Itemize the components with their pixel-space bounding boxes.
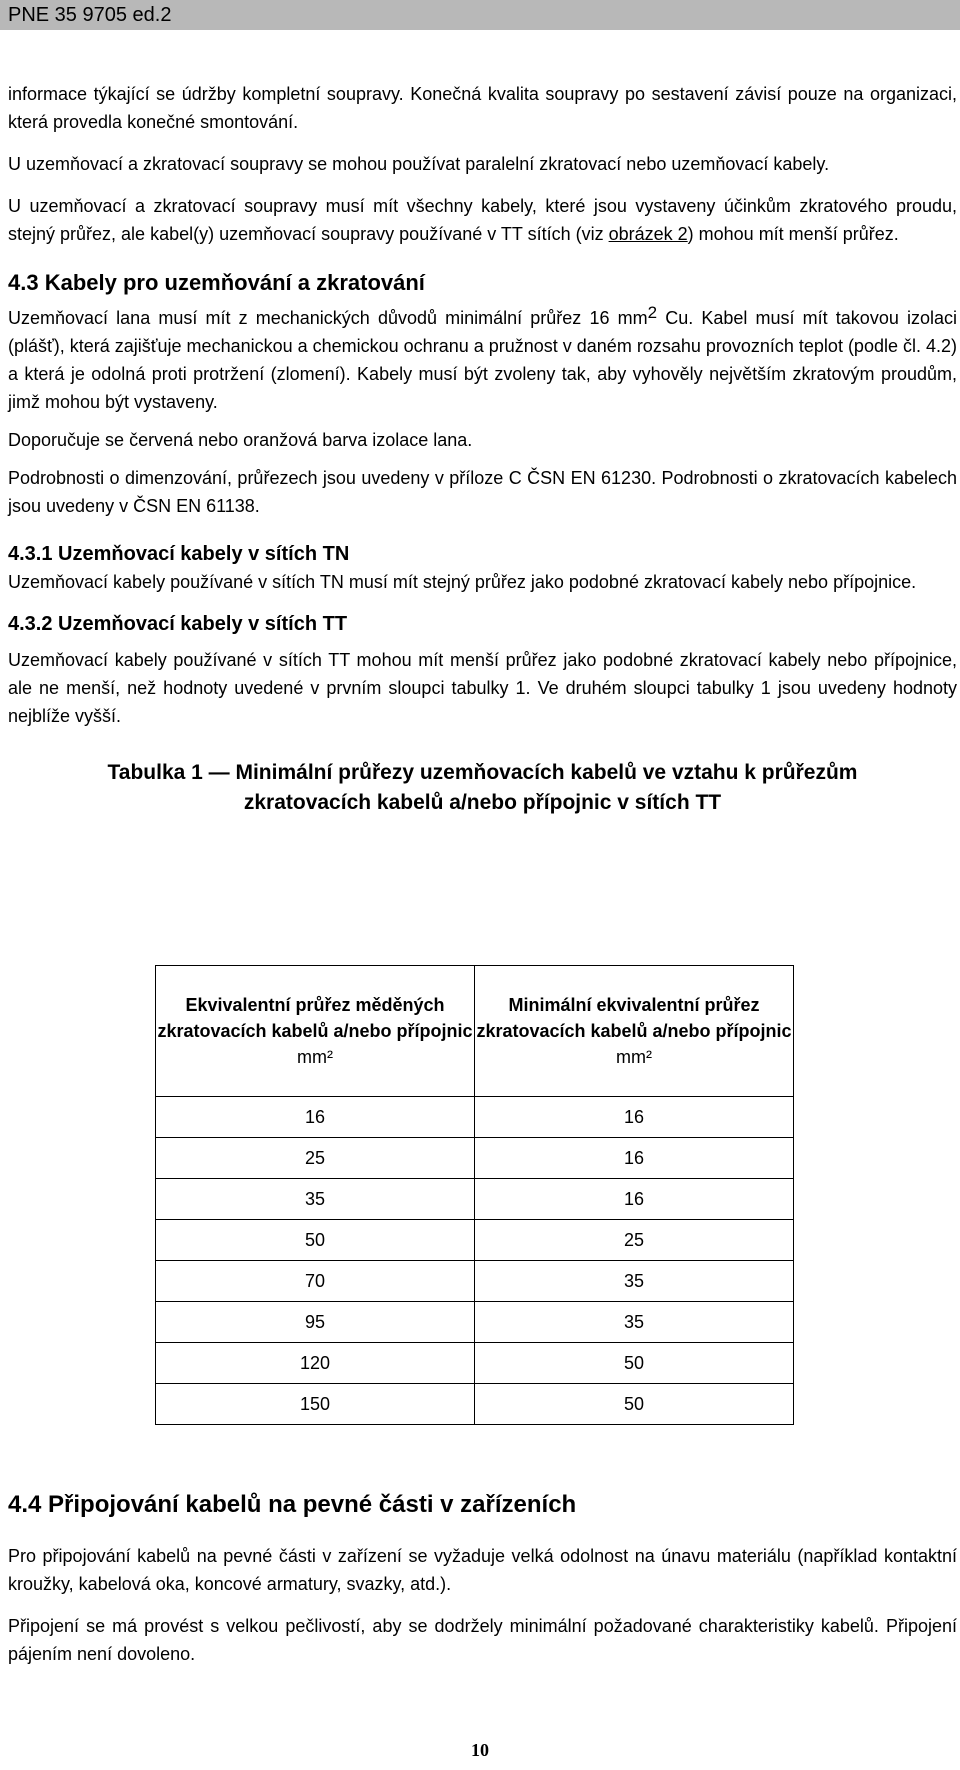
- paragraph: Připojení se má provést s velkou pečlivostí, aby se dodržely minimální požadované charakteristiky kabelů. Připojení pájením není dovoleno.: [8, 1616, 957, 1664]
- table-cell: 150: [156, 1384, 475, 1425]
- table-cell: 70: [156, 1261, 475, 1302]
- table-cell: 95: [156, 1302, 475, 1343]
- table-cell: 16: [475, 1138, 794, 1179]
- paragraph: Uzemňovací kabely používané v sítích TN musí mít stejný průřez jako podobné zkratovací kabely nebo přípojnice.: [8, 572, 917, 592]
- paragraph: Pro připojování kabelů na pevné části v zařízení se vyžaduje velká odolnost na únavu materiálu (například kontaktní kroužky, kabelová oka, koncové armatury, svazky, atd.).: [8, 1546, 957, 1594]
- table-header-row: [156, 966, 794, 1097]
- paragraph-text: U uzemňovací a zkratovací soupravy musí mít všechny kabely, které jsou vystaveny účinkům zkratového proudu, stejný průřez, ale kabel(y) uzemňovací soupravy používané v TT sítích (viz: [8, 196, 957, 244]
- paragraph: informace týkající se údržby kompletní soupravy. Konečná kvalita soupravy po sestavení závisí pouze na organizaci, která provedla konečné smontování.: [8, 84, 957, 132]
- paragraph-text: Uzemňovací lana musí mít z mechanických důvodů minimální průřez 16 mm: [8, 308, 648, 328]
- table-row: [156, 1179, 794, 1220]
- paragraph: [8, 304, 957, 416]
- paragraph: Doporučuje se červená nebo oranžová barva izolace lana.: [8, 430, 473, 450]
- table-header-col2: [475, 966, 794, 1097]
- superscript: 2: [647, 303, 658, 322]
- section-heading-4-3: 4.3 Kabely pro uzemňování a zkratování: [8, 270, 425, 295]
- header-bar: [0, 0, 960, 30]
- section-4-4: [8, 1490, 957, 1668]
- table-cell: 16: [475, 1097, 794, 1138]
- table-caption: [8, 758, 957, 818]
- figure-reference-link[interactable]: obrázek 2: [608, 224, 688, 244]
- table-header-col1: [156, 966, 475, 1097]
- section-heading-4-3-1: 4.3.1 Uzemňovací kabely v sítích TN: [8, 543, 350, 565]
- header-unit: mm²: [616, 1047, 652, 1067]
- table-title-line: Tabulka 1 — Minimální průřezy uzemňovacích kabelů ve vztahu k průřezům: [107, 761, 858, 784]
- paragraph-text: Cu. Kabel musí mít takovou izolaci (plášť), která zajišťuje mechanickou a chemickou ochranu a pružnost v daném rozsahu provozních teplot (podle čl. 4.2) a která je odolná proti protržení (zlomení). Kabely musí být zvoleny tak, aby vyhověly největším zkratovým proudům, jimž mohou být vystaveny.: [8, 308, 957, 412]
- section-heading-4-4: 4.4 Připojování kabelů na pevné části v zařízeních: [8, 1491, 577, 1518]
- table-cell: 120: [156, 1343, 475, 1384]
- table-row: [156, 1097, 794, 1138]
- table-cell: 50: [475, 1384, 794, 1425]
- table-cell: 25: [156, 1138, 475, 1179]
- table-cell: 16: [475, 1179, 794, 1220]
- page-number: 10: [471, 1740, 489, 1760]
- table-cell: 35: [156, 1179, 475, 1220]
- table-cell: 16: [156, 1097, 475, 1138]
- paragraph: U uzemňovací a zkratovací soupravy se mohou používat paralelní zkratovací nebo uzemňovací kabely.: [8, 154, 830, 174]
- header-unit: mm²: [297, 1047, 333, 1067]
- paragraph: Uzemňovací kabely používané v sítích TT mohou mít menší průřez jako podobné zkratovací kabely nebo přípojnice, ale ne menší, než hodnoty uvedené v prvním sloupci tabulky 1. Ve druhém sloupci tabulky 1 jsou uvedeny hodnoty nejblíže vyšší.: [8, 650, 957, 726]
- table-row: [156, 1261, 794, 1302]
- table-cell: 25: [475, 1220, 794, 1261]
- paragraph: Podrobnosti o dimenzování, průřezech jsou uvedeny v příloze C ČSN EN 61230. Podrobnosti o zkratovacích kabelech jsou uvedeny v ČSN EN 61138.: [8, 468, 957, 516]
- table-row: [156, 1138, 794, 1179]
- header-label: Minimální ekvivalentní průřez zkratovacích kabelů a/nebo přípojnic: [476, 995, 792, 1041]
- table-title-line: zkratovacích kabelů a/nebo přípojnic v sítích TT: [243, 791, 722, 814]
- table-row: [156, 1302, 794, 1343]
- table-cell: 35: [475, 1302, 794, 1343]
- paragraph-text: ) mohou mít menší průřez.: [687, 224, 899, 244]
- table-cell: 50: [156, 1220, 475, 1261]
- header-label: Ekvivalentní průřez měděných zkratovacích kabelů a/nebo přípojnic: [157, 995, 473, 1041]
- cross-section-table: [155, 965, 794, 1425]
- section-heading-4-3-2: 4.3.2 Uzemňovací kabely v sítích TT: [8, 613, 348, 635]
- document-code: PNE 35 9705 ed.2: [8, 4, 172, 26]
- table-row: [156, 1384, 794, 1425]
- table-cell: 50: [475, 1343, 794, 1384]
- table-cell: 35: [475, 1261, 794, 1302]
- paragraph: [8, 192, 957, 248]
- page-content: [8, 80, 957, 818]
- table-row: [156, 1220, 794, 1261]
- table-row: [156, 1343, 794, 1384]
